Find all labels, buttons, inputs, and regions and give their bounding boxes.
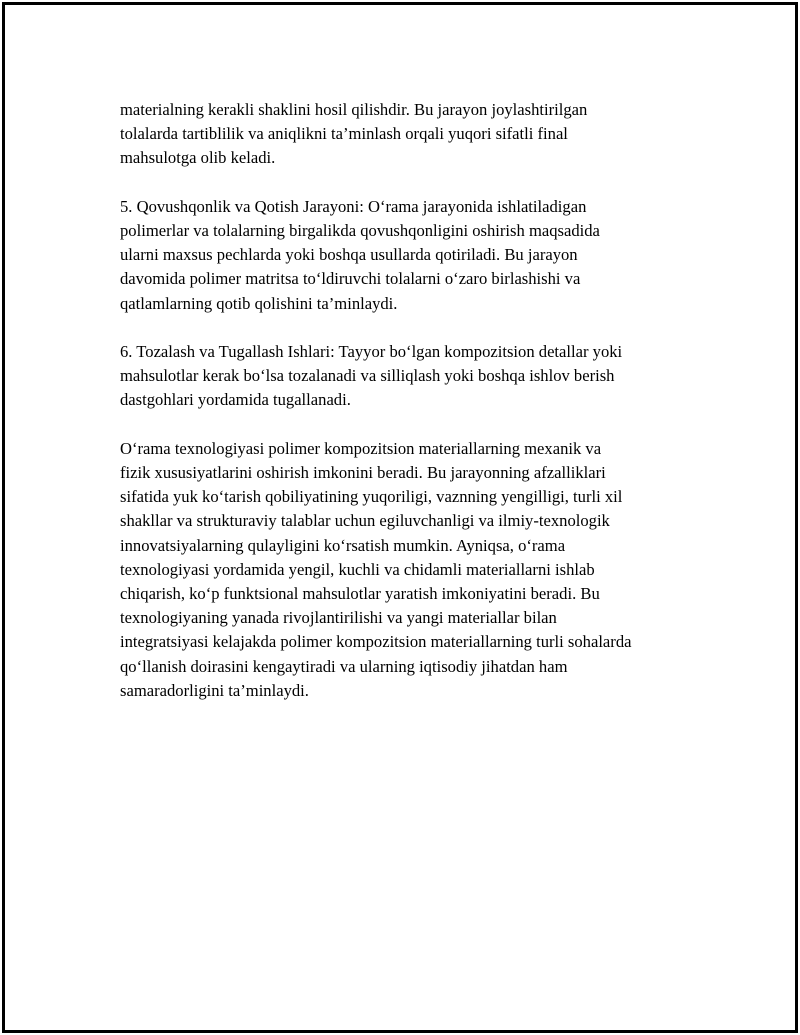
text-line: texnologiyasi yordamida yengil, kuchli va chidamli materiallarni ishlab bbox=[120, 559, 595, 579]
text-line: ularni maxsus pechlarda yoki boshqa usullarda qotiriladi. Bu jarayon bbox=[120, 245, 578, 265]
text-line: shakllar va strukturaviy talablar uchun egiluvchanligi va ilmiy-texnologik bbox=[120, 511, 610, 531]
text-line: dastgohlari yordamida tugallanadi. bbox=[120, 390, 351, 410]
text-line: mahsulotlar kerak boʻlsa tozalanadi va silliqlash yoki boshqa ishlov berish bbox=[120, 366, 615, 386]
text-line: fizik xususiyatlarini oshirish imkonini beradi. Bu jarayonning afzalliklari bbox=[120, 463, 606, 482]
text-line: sifatida yuk koʻtarish qobiliyatining yuqoriligi, vaznning yengilligi, turli xil bbox=[120, 487, 623, 507]
text-line: texnologiyaning yanada rivojlantirilishi va yangi materiallar bilan bbox=[120, 608, 557, 628]
paragraph-cleaning-finishing bbox=[120, 340, 720, 413]
text-line: chiqarish, koʻp funktsional mahsulotlar yaratish imkoniyatini beradi. Bu bbox=[120, 584, 600, 604]
text-line: integratsiyasi kelajakda polimer kompozitsion materiallarning turli sohalarda bbox=[120, 632, 632, 652]
text-line: qatlamlarning qotib qolishini ta’minlaydi. bbox=[120, 293, 398, 313]
text-line: tolalarda tartiblilik va aniqlikni ta’minlash orqali yuqori sifatli final bbox=[120, 124, 568, 144]
text-line: materialning kerakli shaklini hosil qilishdir. Bu jarayon joylashtirilgan bbox=[120, 100, 588, 119]
text-line: 5. Qovushqonlik va Qotish Jarayoni: Oʻrama jarayonida ishlatiladigan bbox=[120, 196, 587, 216]
paragraph-viscosity-curing bbox=[120, 195, 720, 316]
text-line: innovatsiyalarning qulayligini koʻrsatish mumkin. Ayniqsa, oʻrama bbox=[120, 535, 566, 555]
text-line: polimerlar va tolalarning birgalikda qovushqonligini oshirish maqsadida bbox=[120, 221, 600, 240]
text-line: qoʻllanish doirasini kengaytiradi va ularning iqtisodiy jihatdan ham bbox=[120, 656, 568, 676]
text-line: samaradorligini ta’minlaydi. bbox=[120, 680, 309, 700]
text-line: mahsulotga olib keladi. bbox=[120, 148, 276, 168]
text-line: davomida polimer matritsa toʻldiruvchi tolalarni oʻzaro birlashishi va bbox=[120, 269, 581, 289]
paragraph-winding-technology-summary bbox=[120, 437, 720, 703]
text-line: 6. Tozalash va Tugallash Ishlari: Tayyor boʻlgan kompozitsion detallar yoki bbox=[120, 342, 623, 361]
paragraph-process-result bbox=[120, 98, 720, 171]
document-body bbox=[120, 98, 720, 727]
document-page bbox=[2, 2, 798, 1033]
text-line: Oʻrama texnologiyasi polimer kompozitsion materiallarning mexanik va bbox=[120, 438, 602, 458]
